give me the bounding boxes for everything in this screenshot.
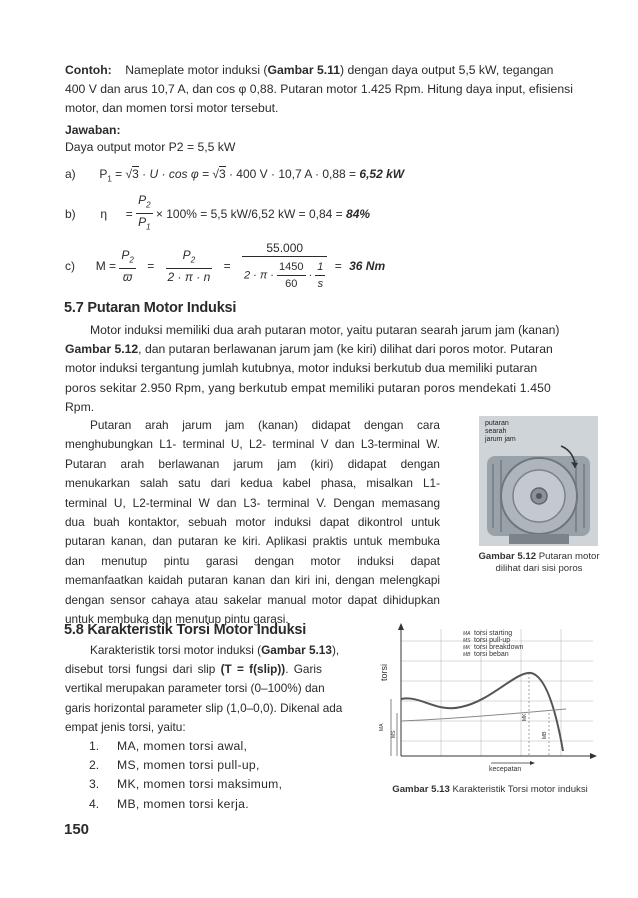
list-item-number: 3. <box>89 777 100 792</box>
para2-line: menghubungkan L1- terminal U, L2- terminal V dan L3-terminal W. <box>65 437 440 452</box>
section58-para: Karakteristik torsi motor induksi (Gambar 5.13), disebut torsi fungsi dari slip (T = f(slip)). Garis vertikal merupakan parameter torsi (0–100%) dan garis horizontal parameter slip (1,0–0,0). Dikenal ada empat jenis torsi, yaitu: <box>65 643 343 734</box>
sqrt-symbol: √ <box>212 167 219 181</box>
section-heading-5-7: 5.7 Putaran Motor Induksi <box>64 300 237 316</box>
list-item <box>89 756 349 775</box>
example-paragraph: Contoh: Nameplate motor induksi (Gambar 5.11) dengan daya output 5,5 kW, tegangan 400 V dan arus 10,7 A, dan cos φ 0,88. Putaran motor 1.425 Rpm. Hitung daya input, efisiensi motor, dan momen torsi motor tersebut. <box>65 63 573 116</box>
torque-curve <box>401 673 563 751</box>
result-b: 84% <box>346 206 371 221</box>
induction-motor-photo <box>479 416 598 546</box>
legend-symbol: MA <box>463 631 471 637</box>
fraction-p2-p1: $\frac{P_2}{P_1}$ <box>138 193 151 232</box>
list-item <box>89 737 349 756</box>
load-curve <box>401 709 566 721</box>
section-heading-5-8: 5.8 Karakteristik Torsi Motor Induksi <box>64 622 307 638</box>
page-number: 150 <box>64 821 90 838</box>
tick-ma: MA <box>379 723 385 731</box>
section57-para2 <box>65 416 440 629</box>
para2-line: dan menutup pintu garasi dengan motor induksi dapat <box>65 553 440 568</box>
legend-entry: torsi beban <box>474 651 509 658</box>
legend-entry: torsi breakdown <box>474 644 524 651</box>
torque-speed-chart <box>381 621 599 781</box>
list-item <box>89 795 349 814</box>
para2-line: putaran kanan, dan putaran ke kiri. Aplikasi praktis untuk membuka <box>65 534 440 549</box>
example-label: Contoh: <box>65 63 112 77</box>
chart-legend <box>463 630 524 658</box>
equation-a: a) $P_1 = √3 \cdot U \cdot \cos \varphi = √3 \cdot 400$ V · 10,7 A · 0,88 = 6,52 kW <box>65 167 405 184</box>
para2-line: dengan sensor cahaya atau sakelar manual motor dapat dihidupkan <box>65 592 440 607</box>
list-item-text: MK, momen torsi maksimum, <box>117 777 283 792</box>
fraction-p2-omega: $\frac{P_2}{ϖ}$ <box>121 247 134 285</box>
legend-entry: torsi starting <box>474 630 513 637</box>
section57-para1: Motor induksi memiliki dua arah putaran motor, yaitu putaran searah jarum jam (kanan) Gambar 5.12, dan putaran berlawanan jarum jam (ke kiri) dilihat dari poros motor. Putaran motor induksi tergantung jumlah kutubnya, motor induksi berkutub dua memiliki putaran poros sekitar 2.950 Rpm, yang berkutub empat memiliki putaran poros mendekati 1.450 Rpm. <box>65 323 560 414</box>
answer-label: Jawaban: <box>65 123 121 137</box>
legend-symbol: MK <box>463 645 471 651</box>
tick-mk: MK <box>522 713 528 721</box>
para2-line: terminal U, L2-terminal W dan L3- terminal V. Dengan memasang <box>65 495 440 510</box>
para2-line: memanfaatkan kaidah putaran kanan dan kiri ini, dengan melengkapi <box>65 573 440 588</box>
tick-ms: MS <box>391 730 397 738</box>
chart-ylabel: torsi <box>379 663 389 681</box>
result-a: 6,52 kW <box>359 167 405 181</box>
figure-5-12-caption: Gambar 5.12 Putaran motor dilihat dari sisi poros <box>478 551 600 574</box>
list-item-text: MS, momen torsi pull-up, <box>117 758 260 773</box>
equation-b: b) η = $\frac{P_2}{P_1}$ × 100% = 5,5 kW/6,52 kW = 0,84 = 84% <box>65 192 370 236</box>
para2-line: Putaran arah berlawanan jarum jam (kiri) didapat dengan <box>65 456 440 471</box>
para2-line: untuk membuka dan menutup pintu garasi. <box>65 612 289 627</box>
legend-symbol: MB <box>463 652 471 658</box>
para2-line: menukarkan salah satu dari kedua kabel phasa, misalkan L1- <box>65 476 440 491</box>
answer-given: Daya output motor P2 = 5,5 kW <box>65 140 236 154</box>
figure-5-13-caption: Gambar 5.13 Karakteristik Torsi motor induksi <box>392 784 588 795</box>
legend-symbol: MS <box>463 638 471 644</box>
para2-line: Putaran arah jarum jam (kanan) didapat dengan cara <box>90 418 440 432</box>
list-item-text: MA, momen torsi awal, <box>117 739 248 753</box>
fraction-numeric: 55.000 2 · π · $\frac{1450}{60}$ · $\frac{1}{s}$ <box>242 240 327 292</box>
equation-c: c) M = $\frac{P_2}{ϖ}$ = $\frac{P_2}{2 \cdot \pi \cdot n}$ = 55.000 2 · π · $\frac{1450}{60}$ · $\frac{1}{s}$ = 36 Nm <box>65 241 386 290</box>
list-item <box>89 775 349 794</box>
figure-ref: Gambar 5.11 <box>267 63 340 77</box>
torque-chart-svg <box>381 621 599 781</box>
para2-line: dua buah kontaktor, sebuah motor induksi dapat dikontrol untuk <box>65 515 440 530</box>
fraction-p2-2pin: $\frac{P_2}{2 \cdot \pi \cdot n}$ <box>167 247 211 285</box>
sqrt-symbol: √ <box>125 167 133 181</box>
torque-types-list <box>89 737 349 814</box>
list-item-text: MB, momen torsi kerja. <box>117 796 249 811</box>
photo-label: putaran searah jarum jam <box>485 420 516 443</box>
list-item-number: 1. <box>89 739 100 753</box>
result-c: 36 Nm <box>349 259 386 273</box>
chart-xlabel: kecepatan <box>489 766 522 773</box>
para2-lines <box>65 416 440 629</box>
tick-mb: MB <box>542 731 548 739</box>
list-item-number: 4. <box>89 796 100 811</box>
legend-entry: torsi pull-up <box>474 637 511 644</box>
list-item-number: 2. <box>89 758 100 773</box>
